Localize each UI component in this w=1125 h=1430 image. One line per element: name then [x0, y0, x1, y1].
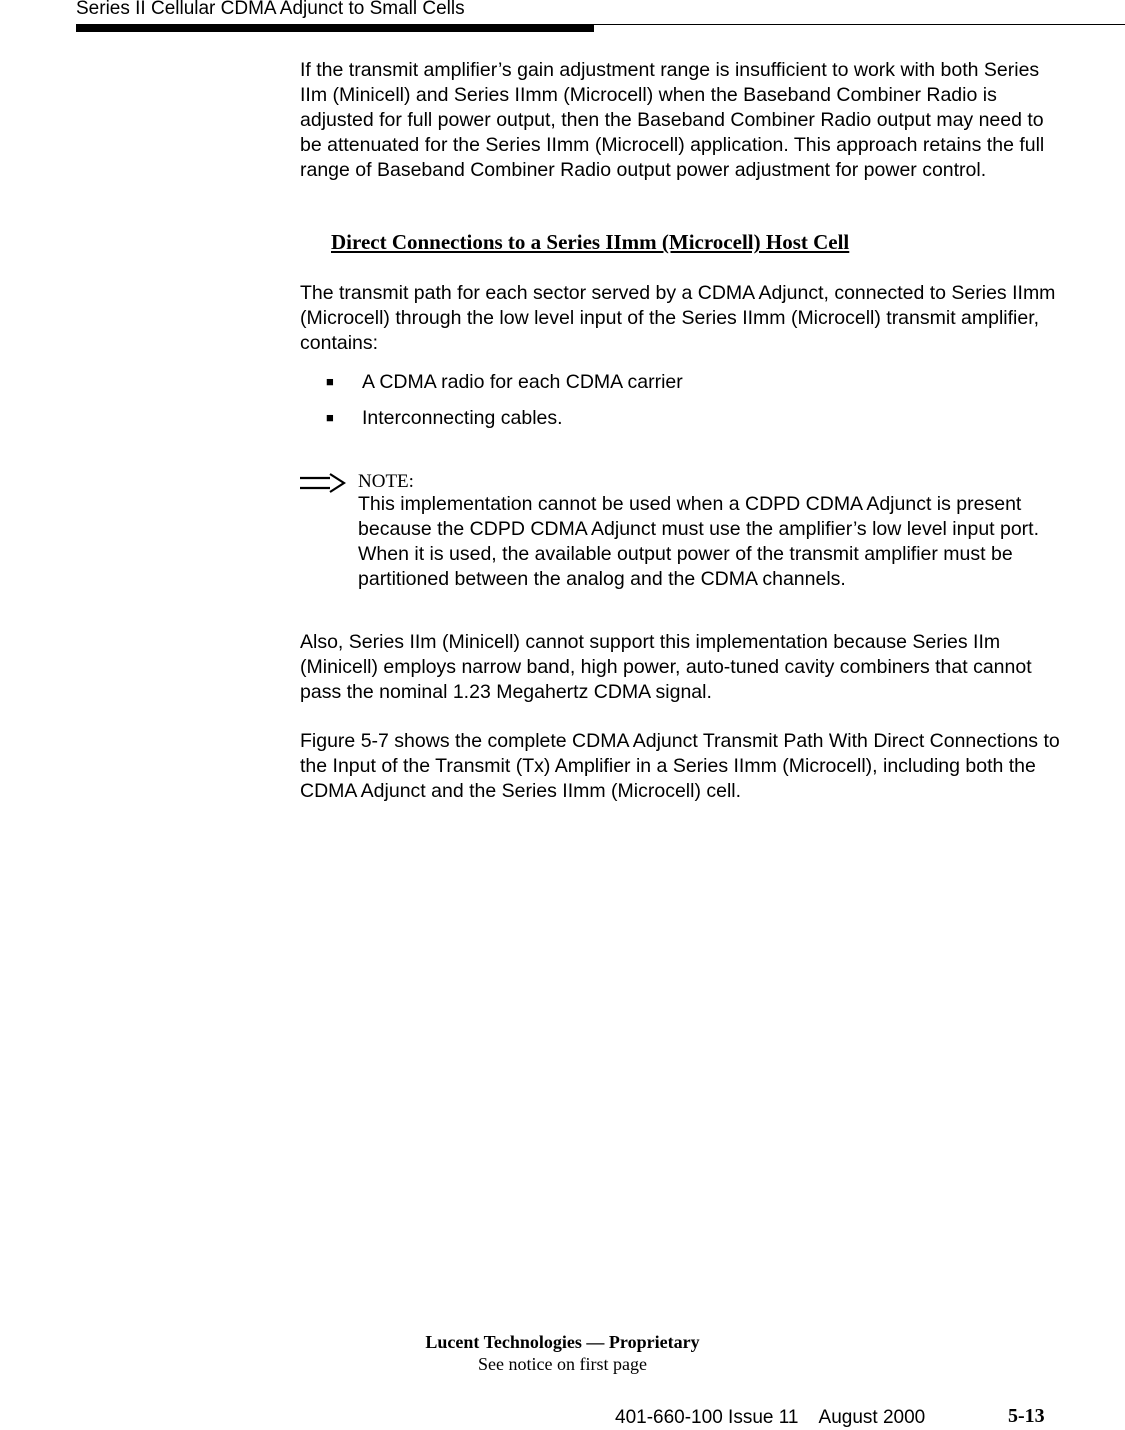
header-rule-bar	[76, 24, 594, 32]
footer-doc-info: 401-660-100 Issue 11 August 2000	[615, 1407, 926, 1428]
note-label: NOTE:	[358, 471, 414, 492]
list-item	[326, 370, 683, 394]
running-header-title: Series II Cellular CDMA Adjunct to Small Cells	[76, 0, 465, 19]
paragraph-gain-adjustment: If the transmit amplifier’s gain adjustment range is insufficient to work with both Series IIm (Minicell) and Series IImm (Microcell) when the Baseband Combiner Radio is adjusted for full power output, then the Baseband Combiner Radio output may need to be attenuated for the Series IImm (Microcell) application. This approach retains the full range of Baseband Combiner Radio output power adjustment for power control.	[300, 59, 1045, 181]
footer-company: Lucent Technologies — Proprietary	[425, 1332, 700, 1352]
list-item-text: A CDMA radio for each CDMA carrier	[362, 371, 683, 393]
footer-notice: See notice on first page	[478, 1354, 647, 1374]
section-heading: Direct Connections to a Series IImm (Microcell) Host Cell	[331, 230, 850, 254]
bullet-square-icon: ■	[326, 410, 334, 425]
note-text: This implementation cannot be used when a CDPD CDMA Adjunct is present because the CDPD CDMA Adjunct must use the amplifier’s low level input port. When it is used, the available output power of the transmit amplifier must be partitioned between the analog and the CDMA channels.	[358, 493, 1040, 590]
bullet-square-icon: ■	[326, 374, 334, 389]
paragraph-figure-reference: Figure 5-7 shows the complete CDMA Adjunct Transmit Path With Direct Connections to the Input of the Transmit (Tx) Amplifier in a Series IImm (Microcell), including both the CDMA Adjunct and the Series IImm (Microcell) cell.	[300, 730, 1060, 802]
note-arrow-icon	[300, 473, 346, 493]
paragraph-minicell-limitation: Also, Series IIm (Minicell) cannot support this implementation because Series IIm (Minicell) employs narrow band, high power, auto-tuned cavity combiners that cannot pass the nominal 1.23 Megahertz CDMA signal.	[300, 631, 1032, 703]
page-number: 5-13	[1008, 1405, 1045, 1427]
list-item-text: Interconnecting cables.	[362, 407, 563, 429]
paragraph-transmit-path: The transmit path for each sector served by a CDMA Adjunct, connected to Series IImm (Microcell) through the low level input of the Series IImm (Microcell) transmit amplifier, contains:	[300, 282, 1056, 354]
list-item	[326, 406, 563, 430]
